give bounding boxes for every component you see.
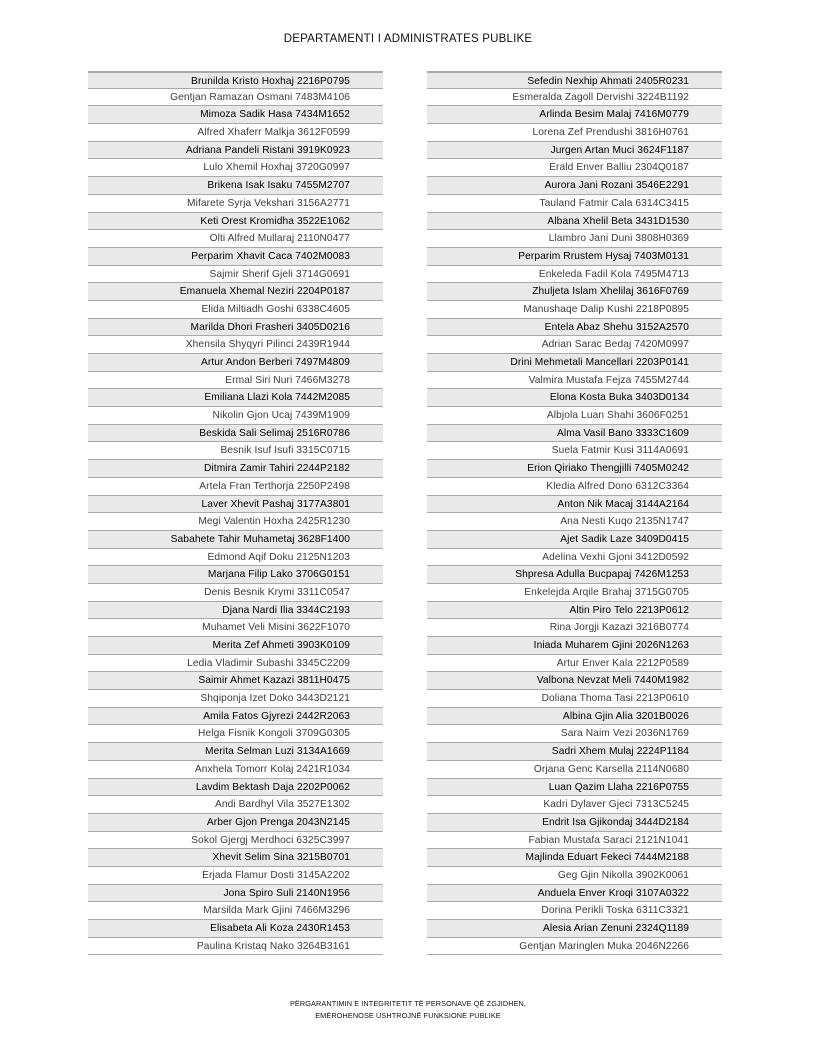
list-item: Merita Zef Ahmeti 3903K0109: [88, 637, 383, 655]
list-item: Perparim Rrustem Hysaj 7403M0131: [427, 248, 722, 266]
list-item: Emanuela Xhemal Neziri 2204P0187: [88, 283, 383, 301]
list-item: Djana Nardi Ilia 3344C2193: [88, 602, 383, 620]
list-item: Marilda Dhori Frasheri 3405D0216: [88, 319, 383, 337]
list-item: Jona Spiro Suli 2140N1956: [88, 885, 383, 903]
list-item: Valbona Nevzat Meli 7440M1982: [427, 672, 722, 690]
list-item: Artela Fran Terthorja 2250P2498: [88, 478, 383, 496]
list-item: Andi Bardhyl Vila 3527E1302: [88, 796, 383, 814]
list-item: Erjada Flamur Dosti 3145A2202: [88, 867, 383, 885]
list-item: Aurora Jani Rozani 3546E2291: [427, 177, 722, 195]
list-item: Zhuljeta Islam Xhelilaj 3616F0769: [427, 283, 722, 301]
right-name-list: [427, 71, 722, 955]
list-item: Manushaqe Dalip Kushi 2218P0895: [427, 301, 722, 319]
left-name-list: [88, 71, 383, 955]
list-item: Albina Gjin Alia 3201B0026: [427, 708, 722, 726]
list-item: Doliana Thoma Tasi 2213P0610: [427, 690, 722, 708]
list-item: Ana Nesti Kuqo 2135N1747: [427, 513, 722, 531]
list-item: Esmeralda Zagoll Dervishi 3224B1192: [427, 89, 722, 107]
list-item: Ledia Vladimir Subashi 3345C2209: [88, 655, 383, 673]
list-item: Luan Qazim Llaha 2216P0755: [427, 779, 722, 797]
list-item: Sadri Xhem Mulaj 2224P1184: [427, 743, 722, 761]
list-item: Albana Xhelil Beta 3431D1530: [427, 213, 722, 231]
list-item: Brunilda Kristo Hoxhaj 2216P0795: [88, 71, 383, 89]
list-item: Artur Andon Berberi 7497M4809: [88, 354, 383, 372]
list-item: Anton Nik Macaj 3144A2164: [427, 496, 722, 514]
list-item: Lorena Zef Prendushi 3816H0761: [427, 124, 722, 142]
list-item: Amila Fatos Gjyrezi 2442R2063: [88, 708, 383, 726]
list-item: Marjana Filip Lako 3706G0151: [88, 566, 383, 584]
list-item: Mifarete Syrja Vekshari 3156A2771: [88, 195, 383, 213]
list-item: Paulina Kristaq Nako 3264B3161: [88, 938, 383, 956]
list-item: Kledia Alfred Dono 6312C3364: [427, 478, 722, 496]
list-item: Tauland Fatmir Cala 6314C3415: [427, 195, 722, 213]
list-item: Arlinda Besim Malaj 7416M0779: [427, 106, 722, 124]
list-item: Lavdim Bektash Daja 2202P0062: [88, 779, 383, 797]
list-item: Lulo Xhemil Hoxhaj 3720G0997: [88, 159, 383, 177]
list-item: Anxhela Tomorr Kolaj 2421R1034: [88, 761, 383, 779]
list-item: Emiliana Llazi Kola 7442M2085: [88, 389, 383, 407]
list-item: Enkeleda Fadil Kola 7495M4713: [427, 266, 722, 284]
list-item: Ditmira Zamir Tahiri 2244P2182: [88, 460, 383, 478]
list-item: Nikolin Gjon Ucaj 7439M1909: [88, 407, 383, 425]
footer-line-2: EMËROHENOSE USHTROJNË FUNKSIONE PUBLIKE: [315, 1011, 501, 1020]
list-item: Sajmir Sherif Gjeli 3714G0691: [88, 266, 383, 284]
page-footer: [0, 998, 816, 1022]
list-item: Sabahete Tahir Muhametaj 3628F1400: [88, 531, 383, 549]
list-item: Besnik Isuf Isufi 3315C0715: [88, 442, 383, 460]
list-item: Brikena Isak Isaku 7455M2707: [88, 177, 383, 195]
list-item: Merita Selman Luzi 3134A1669: [88, 743, 383, 761]
list-item: Shpresa Adulla Bucpapaj 7426M1253: [427, 566, 722, 584]
list-item: Mimoza Sadik Hasa 7434M1652: [88, 106, 383, 124]
list-item: Saimir Ahmet Kazazi 3811H0475: [88, 672, 383, 690]
list-item: Alesia Arian Zenuni 2324Q1189: [427, 920, 722, 938]
list-item: Megi Valentin Hoxha 2425R1230: [88, 513, 383, 531]
list-item: Suela Fatmir Kusi 3114A0691: [427, 442, 722, 460]
list-item: Enkelejda Arqile Brahaj 3715G0705: [427, 584, 722, 602]
list-item: Keti Orest Kromidha 3522E1062: [88, 213, 383, 231]
list-item: Beskida Sali Selimaj 2516R0786: [88, 425, 383, 443]
list-item: Adrian Sarac Bedaj 7420M0997: [427, 336, 722, 354]
list-item: Anduela Enver Kroqi 3107A0322: [427, 885, 722, 903]
list-item: Elisabeta Ali Koza 2430R1453: [88, 920, 383, 938]
list-item: Drini Mehmetali Mancellari 2203P0141: [427, 354, 722, 372]
list-item: Endrit Isa Gjikondaj 3444D2184: [427, 814, 722, 832]
list-item: Elona Kosta Buka 3403D0134: [427, 389, 722, 407]
list-item: Elida Miltiadh Goshi 6338C4605: [88, 301, 383, 319]
list-item: Artur Enver Kala 2212P0589: [427, 655, 722, 673]
list-item: Rina Jorgji Kazazi 3216B0774: [427, 619, 722, 637]
list-item: Alma Vasil Bano 3333C1609: [427, 425, 722, 443]
list-item: Shqiponja Izet Doko 3443D2121: [88, 690, 383, 708]
list-item: Llambro Jani Duni 3808H0369: [427, 230, 722, 248]
list-item: Erald Enver Balliu 2304Q0187: [427, 159, 722, 177]
list-item: Jurgen Artan Muci 3624F1187: [427, 142, 722, 160]
list-item: Sefedin Nexhip Ahmati 2405R0231: [427, 71, 722, 89]
list-item: Xhevit Selim Sina 3215B0701: [88, 849, 383, 867]
list-item: Kadri Dylaver Gjeci 7313C5245: [427, 796, 722, 814]
page-title: DEPARTAMENTI I ADMINISTRATES PUBLIKE: [283, 33, 533, 45]
list-item: Majlinda Eduart Fekeci 7444M2188: [427, 849, 722, 867]
list-item: Altin Piro Telo 2213P0612: [427, 602, 722, 620]
list-item: Sokol Gjergj Merdhoci 6325C3997: [88, 832, 383, 850]
list-item: Gentjan Maringlen Muka 2046N2266: [427, 938, 722, 956]
list-item: Fabian Mustafa Saraci 2121N1041: [427, 832, 722, 850]
list-item: Alfred Xhaferr Malkja 3612F0599: [88, 124, 383, 142]
list-item: Helga Fisnik Kongoli 3709G0305: [88, 725, 383, 743]
list-item: Laver Xhevit Pashaj 3177A3801: [88, 496, 383, 514]
list-item: Adriana Pandeli Ristani 3919K0923: [88, 142, 383, 160]
list-item: Iniada Muharem Gjini 2026N1263: [427, 637, 722, 655]
list-item: Albjola Luan Shahi 3606F0251: [427, 407, 722, 425]
list-item: Muhamet Veli Misini 3622F1070: [88, 619, 383, 637]
list-item: Ajet Sadik Laze 3409D0415: [427, 531, 722, 549]
list-item: Perparim Xhavit Caca 7402M0083: [88, 248, 383, 266]
list-item: Olti Alfred Mullaraj 2110N0477: [88, 230, 383, 248]
list-item: Arber Gjon Prenga 2043N2145: [88, 814, 383, 832]
list-item: Xhensila Shyqyri Pilinci 2439R1944: [88, 336, 383, 354]
list-item: Denis Besnik Krymi 3311C0547: [88, 584, 383, 602]
list-item: Gentjan Ramazan Osmani 7483M4106: [88, 89, 383, 107]
list-item: Orjana Genc Karsella 2114N0680: [427, 761, 722, 779]
list-item: Marsilda Mark Gjini 7466M3296: [88, 902, 383, 920]
list-item: Ermal Siri Nuri 7466M3278: [88, 372, 383, 390]
list-item: Dorina Perikli Toska 6311C3321: [427, 902, 722, 920]
list-item: Geg Gjin Nikolla 3902K0061: [427, 867, 722, 885]
list-item: Erion Qiriako Thengjilli 7405M0242: [427, 460, 722, 478]
list-item: Sara Naim Vezi 2036N1769: [427, 725, 722, 743]
list-item: Valmira Mustafa Fejza 7455M2744: [427, 372, 722, 390]
footer-line-1: PËRGARANTIMIN E INTEGRITETIT TË PERSONAVE QË ZGJIDHEN,: [289, 999, 527, 1008]
list-item: Edmond Aqif Doku 2125N1203: [88, 549, 383, 567]
list-item: Adelina Vexhi Gjoni 3412D0592: [427, 549, 722, 567]
list-item: Entela Abaz Shehu 3152A2570: [427, 319, 722, 337]
